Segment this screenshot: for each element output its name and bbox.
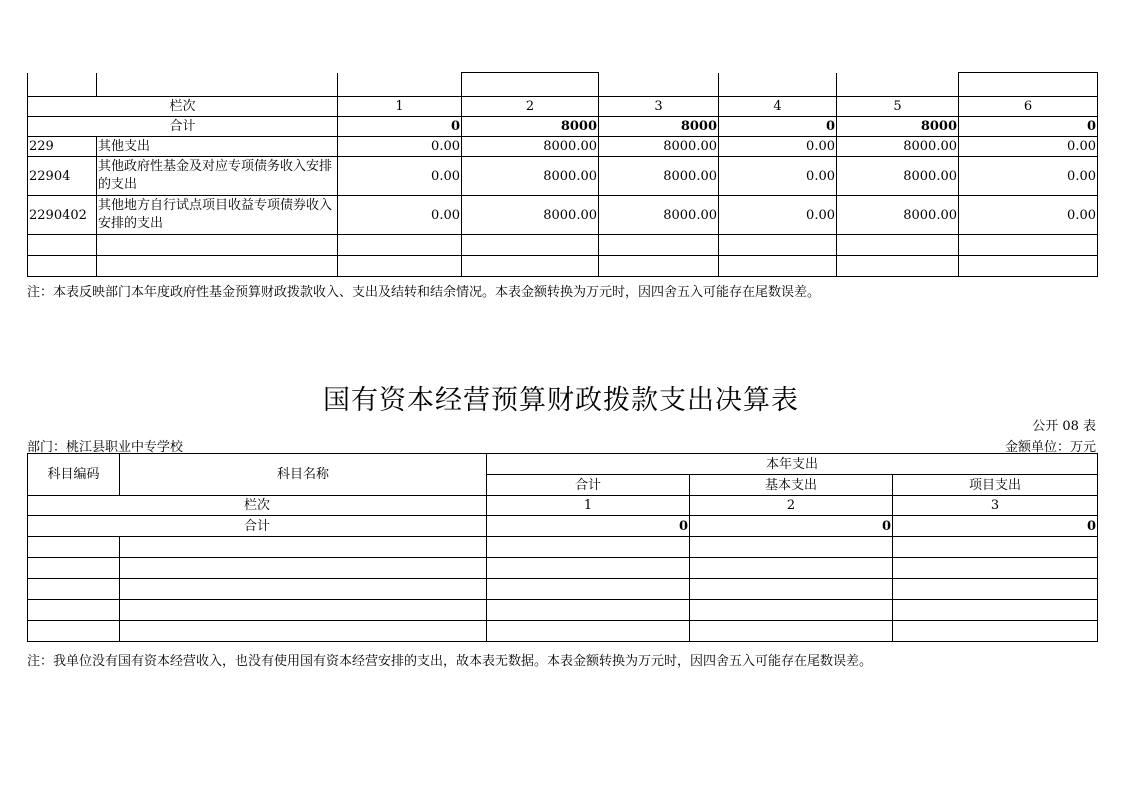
empty-row (28, 558, 1098, 579)
amount-cell: 0.00 (338, 157, 462, 196)
table-header-remnant-row (28, 73, 1098, 97)
column-number: 3 (599, 97, 719, 117)
government-fund-table (27, 72, 1098, 277)
column-number: 1 (338, 97, 462, 117)
column-number-label: 栏次 (28, 97, 338, 117)
subject-code: 229 (28, 137, 97, 157)
total-value: 8000 (837, 117, 959, 137)
basic-expense-header: 基本支出 (690, 475, 893, 496)
state-capital-table (27, 453, 1098, 642)
amount-cell: 0.00 (338, 196, 462, 235)
column-number: 4 (719, 97, 837, 117)
column-number: 3 (893, 496, 1098, 516)
total-row (28, 516, 1098, 537)
total-value: 0 (959, 117, 1098, 137)
form-number: 公开 08 表 (1032, 419, 1096, 434)
subject-name: 其他支出 (97, 137, 338, 157)
amount-cell: 8000.00 (462, 137, 599, 157)
total-row (28, 117, 1098, 137)
amount-cell: 0.00 (719, 137, 837, 157)
subject-code: 2290402 (28, 196, 97, 235)
total-label: 合计 (28, 516, 487, 537)
empty-row (28, 235, 1098, 256)
amount-cell: 8000.00 (837, 157, 959, 196)
table1-note: 注：本表反映部门本年度政府性基金预算财政拨款收入、支出及结转和结余情况。本表金额转换为万元时，因四舍五入可能存在尾数误差。 (27, 285, 821, 300)
subject-code: 22904 (28, 157, 97, 196)
total-value: 8000 (462, 117, 599, 137)
table2-note: 注：我单位没有国有资本经营收入，也没有使用国有资本经营安排的支出，故本表无数据。本表金额转换为万元时，因四舍五入可能存在尾数误差。 (27, 654, 873, 669)
amount-cell: 0.00 (338, 137, 462, 157)
amount-cell: 8000.00 (837, 196, 959, 235)
table-row (28, 196, 1098, 235)
amount-cell: 8000.00 (462, 157, 599, 196)
table-row (28, 157, 1098, 196)
project-expense-header: 项目支出 (893, 475, 1098, 496)
column-number: 6 (959, 97, 1098, 117)
amount-cell: 0.00 (959, 157, 1098, 196)
subject-name-header: 科目名称 (120, 454, 487, 496)
subject-name: 其他政府性基金及对应专项债务收入安排的支出 (97, 157, 338, 196)
empty-row (28, 579, 1098, 600)
column-number: 2 (462, 97, 599, 117)
unit-label: 金额单位：万元 (1004, 440, 1096, 455)
empty-row (28, 600, 1098, 621)
total-value: 0 (690, 516, 893, 537)
column-number: 5 (837, 97, 959, 117)
total-value: 0 (487, 516, 690, 537)
column-number: 2 (690, 496, 893, 516)
table-row (28, 137, 1098, 157)
total-value: 0 (719, 117, 837, 137)
page-title: 国有资本经营预算财政拨款支出决算表 (323, 385, 799, 416)
department-label: 部门：桃江县职业中专学校 (27, 440, 184, 455)
empty-row (28, 256, 1098, 277)
total-header: 合计 (487, 475, 690, 496)
header-row (28, 454, 1098, 475)
empty-row (28, 621, 1098, 642)
amount-cell: 0.00 (719, 196, 837, 235)
amount-cell: 0.00 (959, 137, 1098, 157)
amount-cell: 8000.00 (599, 196, 719, 235)
amount-cell: 8000.00 (599, 137, 719, 157)
empty-row (28, 537, 1098, 558)
amount-cell: 8000.00 (462, 196, 599, 235)
amount-cell: 0.00 (959, 196, 1098, 235)
column-number-row (28, 97, 1098, 117)
current-year-expense-header: 本年支出 (487, 454, 1098, 475)
subject-name: 其他地方自行试点项目收益专项债券收入安排的支出 (97, 196, 338, 235)
amount-cell: 8000.00 (837, 137, 959, 157)
amount-cell: 0.00 (719, 157, 837, 196)
column-number-label: 栏次 (28, 496, 487, 516)
total-label: 合计 (28, 117, 338, 137)
column-number-row (28, 496, 1098, 516)
subject-code-header: 科目编码 (28, 454, 120, 496)
total-value: 0 (893, 516, 1098, 537)
total-value: 0 (338, 117, 462, 137)
amount-cell: 8000.00 (599, 157, 719, 196)
total-value: 8000 (599, 117, 719, 137)
column-number: 1 (487, 496, 690, 516)
